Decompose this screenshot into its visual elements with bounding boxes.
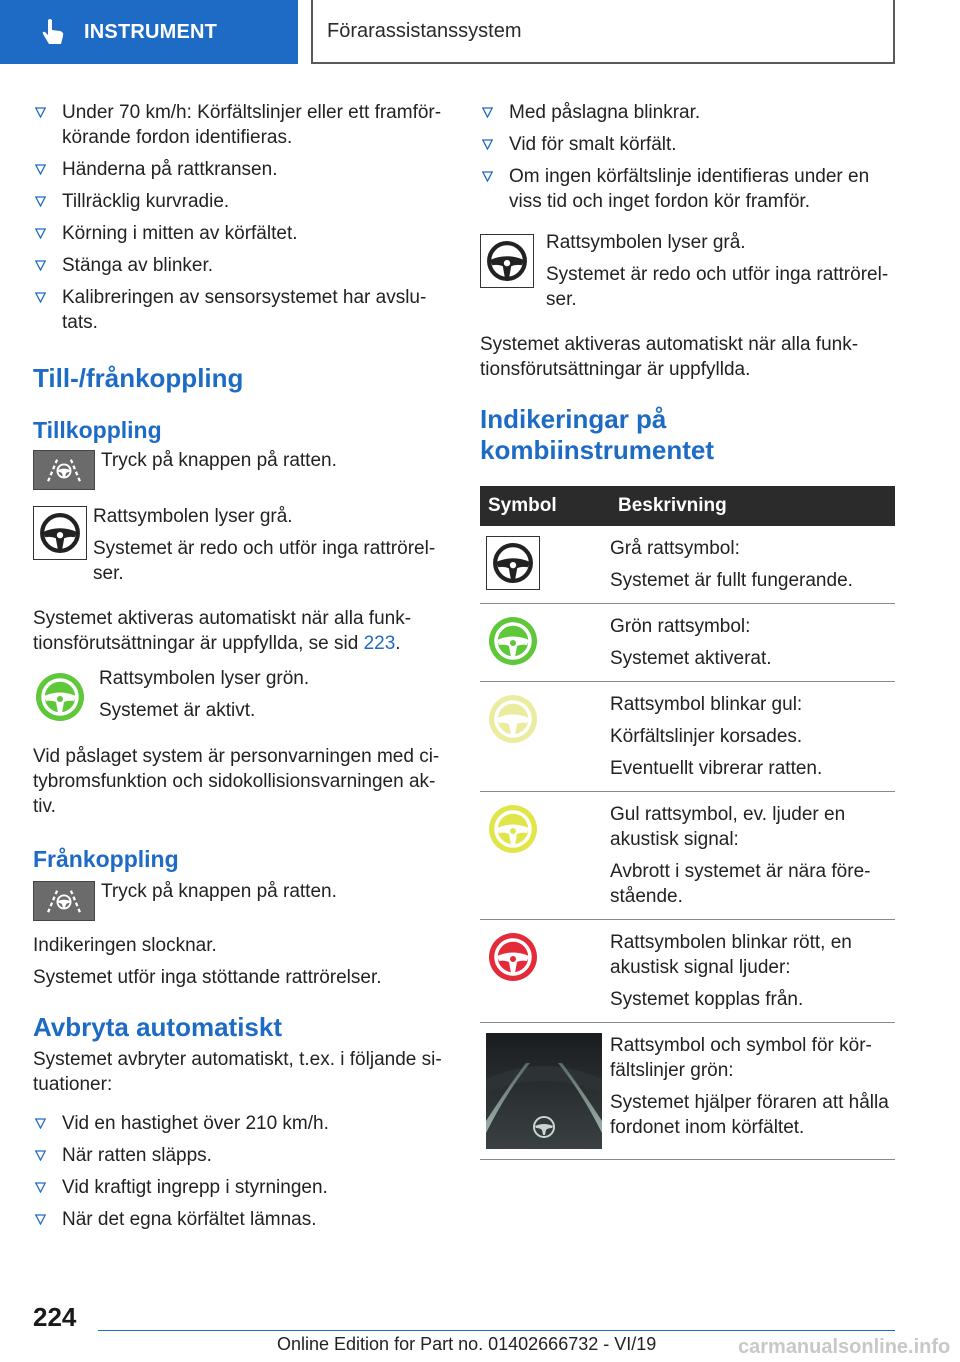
table-cell-text: Systemet kopplas från. [610,989,804,1010]
col-symbol-header: Symbol [480,486,610,526]
edition-text: Online Edition for Part no. 01402666732 - VI/19 [277,1334,657,1354]
left-column [33,100,445,1239]
triangle-bullet-icon [35,260,46,271]
table-cell-text: Grå rattsymbol: [610,538,740,559]
table-cell-text: Gul rattsymbol, ev. ljuder en akustisk signal: [610,804,846,850]
triangle-bullet-icon [35,1150,46,1161]
header-tab [0,0,298,64]
table-row [480,792,895,920]
triangle-bullet-icon [35,292,46,303]
steering-wheel-green-icon [33,670,87,724]
list-item: Körning i mitten av körfältet. [33,221,445,246]
table-cell-text: Systemet är fullt fungerande. [610,570,853,591]
grey-wheel-row [480,234,895,312]
page-number: 224 [33,1302,77,1332]
table-cell-text: Systemet aktiverat. [610,648,772,669]
off-line-1: Indikeringen slocknar. [33,935,217,956]
steering-wheel-yellow-icon [486,802,540,856]
triangle-bullet-icon [35,1214,46,1225]
triangle-bullet-icon [35,107,46,118]
off-line-2: Systemet utför inga stöttande rattrörelser. [33,967,382,988]
green-status-line: Rattsymbolen lyser grön. [99,668,310,689]
list-item: Stänga av blinker. [33,253,445,278]
list-item: Vid för smalt körfält. [480,132,895,157]
triangle-bullet-icon [35,1182,46,1193]
table-cell-text: Eventuellt vibrerar ratten. [610,758,823,779]
heading-tillkoppling: Tillkoppling [33,417,162,443]
table-cell-text: Körfältslinjer korsades. [610,726,803,747]
list-item: När det egna körfältet lämnas. [33,1207,445,1232]
right-column [480,100,895,1160]
col-desc-header: Beskrivning [610,486,895,526]
table-cell-text: Rattsymbol blinkar gul: [610,694,803,715]
steering-wheel-grey-icon [480,234,534,288]
table-row [480,682,895,792]
green-status-desc: Systemet är aktivt. [99,700,256,721]
heading-frankoppling: Frånkoppling [33,846,179,872]
triangle-bullet-icon [35,228,46,239]
table-row [480,920,895,1023]
table-cell-text: Rattsymbolen blinkar rött, en akustisk signal ljuder: [610,932,852,978]
triangle-bullet-icon [35,1118,46,1129]
frankoppling-row [33,881,445,921]
green-wheel-row [33,670,445,724]
table-row [480,604,895,682]
list-item: Vid kraftigt ingrepp i styrningen. [33,1175,445,1200]
cancel-list-continued [480,100,895,214]
heading-cancel: Avbryta automatiskt [33,1012,282,1042]
steering-wheel-yellow-outline-icon [486,692,540,746]
steering-wheel-grey-icon [486,536,540,590]
table-cell-text: Grön rattsymbol: [610,616,751,637]
indicator-table [480,486,895,1160]
cancel-text: Systemet avbryter automatiskt, t.ex. i följande situationer: [33,1049,442,1095]
cancel-list [33,1111,445,1232]
table-cell-text: Rattsymbol och symbol för körfältslinjer grön: [610,1035,872,1081]
list-item: Händerna på rattkransen. [33,157,445,182]
warning-text: Vid påslaget system är personvarningen med citybromsfunktion och sidokollisionsvarningen aktiv. [33,746,440,817]
lane-display-icon [486,1033,602,1149]
grey-status-line: Rattsymbolen lyser grå. [546,232,746,253]
steering-wheel-green-icon [486,614,540,668]
list-item: Om ingen körfältslinje identifieras under en viss tid och inget fordon kör framför. [480,164,895,214]
grey-status-desc: Systemet är redo och utför inga rattrörelser. [93,538,436,584]
list-item: Med påslagna blinkrar. [480,100,895,125]
pointing-hand-icon [40,18,66,46]
table-cell-text: Systemet hjälper föraren att hålla fordonet inom körfältet. [610,1092,889,1138]
header-tab-label: INSTRUMENT [84,20,218,43]
heading-on-off: Till-/frånkoppling [33,363,244,393]
triangle-bullet-icon [482,107,493,118]
footer-divider [98,1330,895,1331]
auto-activation-text: Systemet aktiveras automatiskt när alla funktionsförutsättningar är uppfyllda. [480,334,859,380]
table-cell-text: Avbrott i systemet är nära förestående. [610,861,871,907]
tillkoppling-text: Tryck på knappen på ratten. [101,450,337,471]
steering-wheel-grey-icon [33,506,87,560]
list-item: Under 70 km/h: Körfältslinjer eller ett framförkörande fordon identifieras. [33,100,445,150]
section-title: Förarassistanssystem [311,0,895,64]
conditions-list [33,100,445,335]
tillkoppling-row [33,450,445,490]
frankoppling-text: Tryck på knappen på ratten. [101,881,337,902]
grey-status-line: Rattsymbolen lyser grå. [93,506,293,527]
table-row [480,1023,895,1160]
list-item: Tillräcklig kurvradie. [33,189,445,214]
grey-wheel-row [33,506,445,586]
heading-indicators: Indikeringar på kombiinstrumentet [480,404,715,465]
table-row [480,526,895,604]
list-item: När ratten släpps. [33,1143,445,1168]
watermark: carmanualsonline.info [738,1336,951,1358]
lane-assist-button-icon [33,881,95,921]
auto-activation-text: Systemet aktiveras automatiskt när alla funktionsförutsättningar är uppfyllda, se sid 223. [33,608,412,654]
triangle-bullet-icon [35,196,46,207]
lane-assist-button-icon [33,450,95,490]
grey-status-desc: Systemet är redo och utför inga rattrörelser. [546,264,889,310]
list-item: Kalibreringen av sensorsystemet har avslutats. [33,285,445,335]
triangle-bullet-icon [482,139,493,150]
triangle-bullet-icon [482,171,493,182]
triangle-bullet-icon [35,164,46,175]
list-item: Vid en hastighet över 210 km/h. [33,1111,445,1136]
steering-wheel-red-icon [486,930,540,984]
page-link[interactable]: 223 [363,633,396,654]
